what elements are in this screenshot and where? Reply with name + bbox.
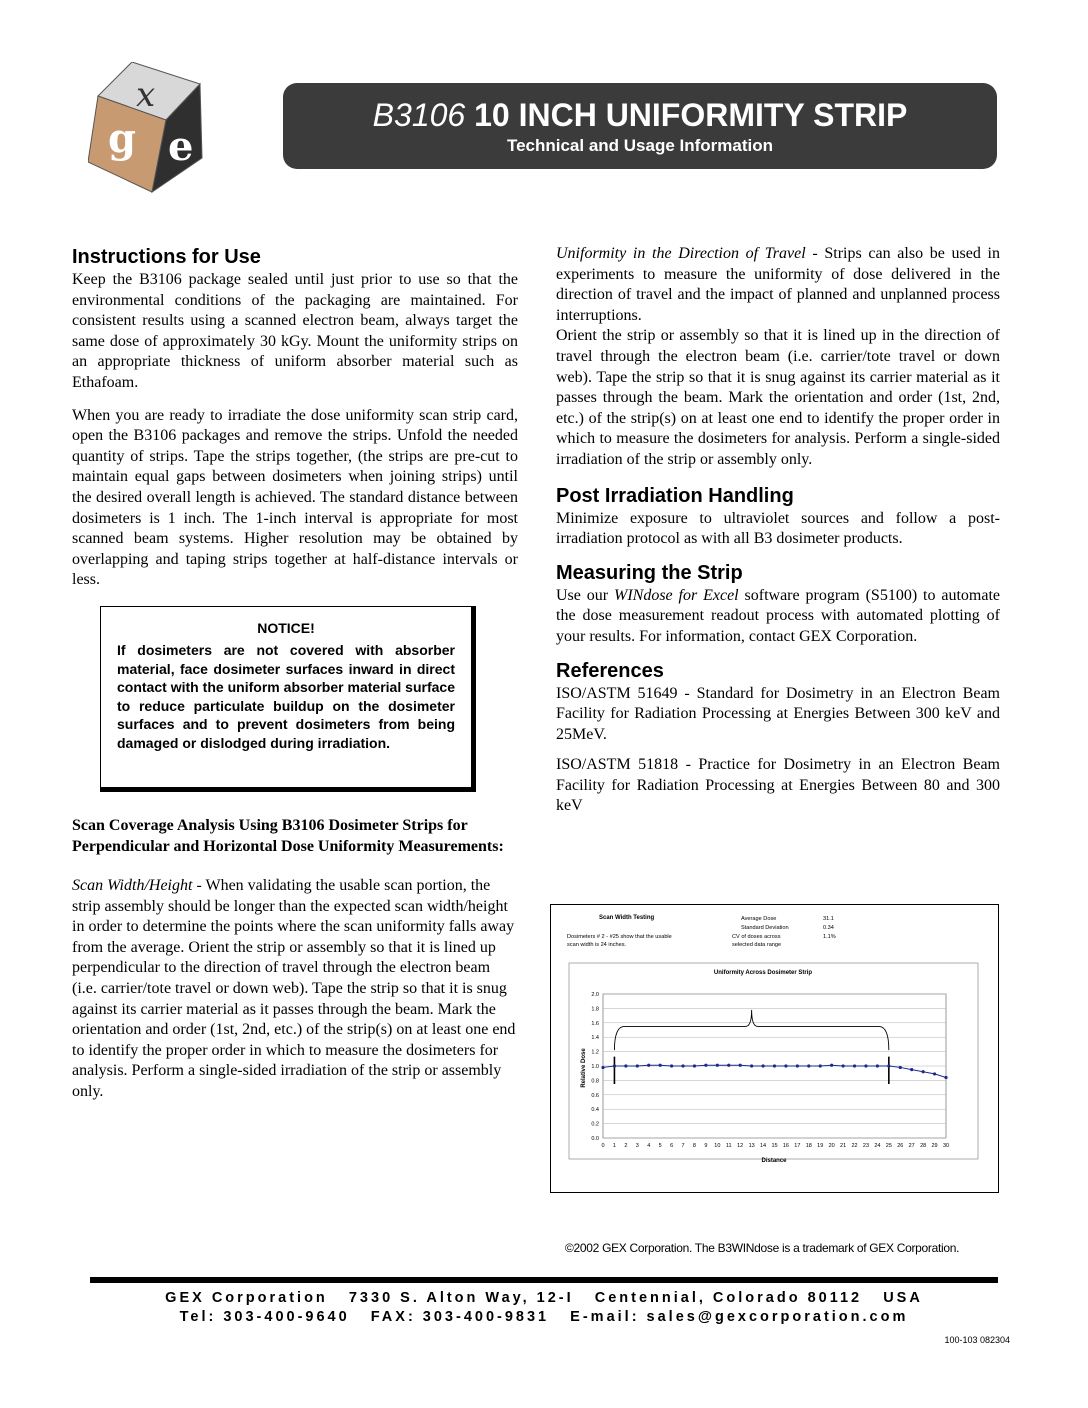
x-tick-label: 30 <box>942 1143 950 1149</box>
logo-letter-g: g <box>108 115 136 162</box>
model-number: B3106 <box>372 97 466 133</box>
x-tick-label: 13 <box>748 1143 755 1149</box>
footer-contact: Tel: 303-400-9640 FAX: 303-400-9831 E-mail: sales@gexcorporation.com <box>179 1309 909 1325</box>
notice-box <box>100 606 476 792</box>
document-number: 100-103 082304 <box>944 1335 1010 1345</box>
x-tick-label: 3 <box>635 1143 639 1149</box>
y-tick-label: 0.0 <box>591 1136 599 1142</box>
y-tick-label: 0.2 <box>591 1121 599 1128</box>
y-tick-label: 1.6 <box>591 1020 599 1027</box>
windose-product: WINdose for Excel <box>614 586 739 604</box>
footer-rule <box>90 1277 998 1283</box>
chart-note-line-2: scan width is 24 inches. <box>567 942 627 948</box>
page-subtitle: Technical and Usage Information <box>506 136 774 155</box>
y-tick-label: 1.4 <box>591 1035 599 1042</box>
x-tick-label: 18 <box>805 1143 812 1149</box>
x-tick-label: 4 <box>647 1143 651 1149</box>
x-tick-label: 1 <box>612 1143 616 1149</box>
references-heading: References <box>556 659 664 682</box>
data-point <box>636 1064 639 1067</box>
y-tick-label: 1.2 <box>591 1049 599 1056</box>
x-tick-label: 15 <box>771 1143 778 1149</box>
stat-label-stddev: Standard Deviation <box>741 925 789 931</box>
scan-width-paragraph <box>72 876 518 1103</box>
data-point <box>910 1068 913 1071</box>
stat-label-range: selected data range <box>732 942 782 948</box>
data-point <box>681 1064 684 1067</box>
post-irradiation-heading: Post Irradiation Handling <box>556 484 794 507</box>
instructions-heading: Instructions for Use <box>72 246 261 268</box>
left-column <box>72 244 518 591</box>
gex-logo <box>88 62 208 194</box>
measuring-text <box>556 586 1000 648</box>
y-tick-label: 1.0 <box>591 1064 599 1070</box>
x-tick-label: 21 <box>840 1143 847 1149</box>
measuring-heading: Measuring the Strip <box>556 561 743 584</box>
instructions-paragraph-1: Keep the B3106 package sealed until just prior to use so that the environmental conditions of the packaging are maintained. For consistent results using a scanned electron beam, always target the same dose of approximately 30 kGy. Mount the uniformity strips on an appropriate thickness of uniform absorber material such as Ethafoam. <box>72 271 518 391</box>
data-point <box>887 1064 890 1067</box>
x-tick-label: 2 <box>624 1143 628 1149</box>
x-tick-label: 12 <box>737 1143 744 1149</box>
header-banner <box>283 83 997 169</box>
data-point <box>876 1064 879 1067</box>
x-tick-label: 17 <box>794 1143 801 1149</box>
data-point <box>842 1064 845 1067</box>
chart-xlabel: Distance <box>761 1158 787 1164</box>
x-tick-label: 25 <box>885 1143 892 1149</box>
data-point <box>864 1064 867 1067</box>
chart-panel-title: Scan Width Testing <box>599 915 655 921</box>
reference-1: ISO/ASTM 51649 - Standard for Dosimetry in an Electron Beam Facility for Radiation Processing at Energies Between 300 keV and 25MeV. <box>556 684 1000 743</box>
data-point <box>601 1066 604 1069</box>
stat-value-average: 31.1 <box>823 916 834 922</box>
data-point <box>613 1064 616 1067</box>
stat-label-average: Average Dose <box>741 916 777 922</box>
x-tick-label: 6 <box>670 1143 674 1149</box>
x-tick-label: 26 <box>897 1143 904 1149</box>
data-point <box>922 1070 925 1073</box>
x-tick-label: 19 <box>817 1143 824 1149</box>
data-point <box>693 1064 696 1067</box>
x-tick-label: 29 <box>931 1143 938 1149</box>
x-tick-label: 10 <box>714 1143 721 1149</box>
chart-title: Uniformity Across Dosimeter Strip <box>713 970 813 976</box>
x-tick-label: 9 <box>704 1143 708 1149</box>
x-tick-label: 20 <box>828 1143 835 1149</box>
data-point <box>727 1064 730 1067</box>
scan-coverage-heading: Scan Coverage Analysis Using B3106 Dosimeter Strips for Perpendicular and Horizontal Dose Uniformity Measurements: <box>72 817 504 855</box>
scan-width-lead: Scan Width/Height <box>72 877 193 894</box>
plot-layer <box>591 992 949 1149</box>
chart-ylabel: Relative Dose <box>581 1048 587 1088</box>
data-point <box>670 1064 673 1067</box>
y-tick-label: 2.0 <box>591 992 599 998</box>
x-tick-label: 5 <box>658 1143 662 1149</box>
y-tick-label: 0.4 <box>591 1107 599 1114</box>
data-point <box>716 1064 719 1067</box>
data-point <box>647 1064 650 1067</box>
travel-text: - Strips can also be used in experiments to measure the uniformity of dose delivered in the direction of travel and the impact of planned and unplanned process interruptions. <box>556 245 1000 324</box>
x-tick-label: 28 <box>920 1143 927 1149</box>
logo-letter-e: e <box>168 123 194 170</box>
notice-text: If dosimeters are not covered with absorber material, face dosimeter surfaces inward in direct contact with the uniform absorber material surface to reduce particulate buildup on the dosimeter surfaces and to prevent dosimeters from being damaged or dislodged during irradiation. <box>117 642 455 751</box>
logo-letter-x: x <box>136 75 156 115</box>
x-tick-label: 14 <box>760 1143 767 1149</box>
footer-address: GEX Corporation 7330 S. Alton Way, 12-I Centennial, Colorado 80112 USA <box>165 1290 923 1306</box>
data-point <box>944 1076 947 1079</box>
data-point <box>899 1066 902 1069</box>
y-tick-label: 0.8 <box>591 1078 599 1085</box>
data-point <box>739 1064 742 1067</box>
notice-title: NOTICE! <box>257 620 315 636</box>
chart-note-line-1: Dosimeters # 2 - #25 show that the usable <box>567 934 672 940</box>
x-tick-label: 0 <box>601 1143 605 1149</box>
data-point <box>784 1064 787 1067</box>
copyright-notice: ©2002 GEX Corporation. The B3WINdose is a trademark of GEX Corporation. <box>565 1241 960 1255</box>
data-point <box>761 1064 764 1067</box>
scan-width-text: - When validating the usable scan portion, the strip assembly should be longer than the expected scan width/height in order to determine the points where the scan uniformity falls away from the average. Orient the strip or assembly so that it is lined up perpendicular to the direction of travel through the electron beam (i.e. carrier/tote travel or down web). Tape the strip so that it is snug against its carrier material as it passes through the beam. Mark the orientation and order (1st, 2nd, etc.) of the strip(s) on at least one end to identify the proper order in which to measure the dosimeters for analysis. Perform a single-sided irradiation of the strip or assembly only. <box>72 877 516 1100</box>
x-tick-label: 7 <box>681 1143 685 1149</box>
x-tick-label: 24 <box>874 1143 881 1149</box>
y-tick-label: 1.8 <box>591 1006 599 1013</box>
title-text: 10 INCH UNIFORMITY STRIP <box>465 97 908 133</box>
x-tick-label: 27 <box>908 1143 915 1149</box>
data-point <box>819 1064 822 1067</box>
stat-label-cv: CV of doses across <box>732 934 781 940</box>
post-irradiation-text: Minimize exposure to ultraviolet sources and follow a post-irradiation protocol as with all B3 dosimeter products. <box>556 509 1000 548</box>
y-tick-label: 0.6 <box>591 1092 599 1099</box>
data-point <box>796 1064 799 1067</box>
reference-2: ISO/ASTM 51818 - Practice for Dosimetry in an Electron Beam Facility for Radiation Processing at Energies Between 80 and 300 keV <box>556 756 1000 815</box>
travel-paragraph-2: Orient the strip or assembly so that it is lined up in the direction of travel through the electron beam (i.e. carrier/tote travel or down web). Tape the strip so that it is snug against its carrier material as it passes through the beam. Mark the orientation and order (1st, 2nd, etc.) of the strip(s) on at least one end to identify the proper order in which to measure the dosimeters for analysis. Perform a single-sided irradiation of the strip or assembly only. <box>556 327 1000 468</box>
measuring-post: software program (S5100) to automate the dose measurement readout process with automated plotting of your results. For information, contact GEX Corporation. <box>556 586 1001 645</box>
stat-value-stddev: 0.34 <box>823 925 834 931</box>
right-column <box>556 244 1000 817</box>
x-tick-label: 11 <box>725 1143 732 1149</box>
data-point <box>659 1064 662 1067</box>
data-point <box>853 1064 856 1067</box>
data-point <box>624 1064 627 1067</box>
data-point <box>830 1064 833 1067</box>
x-tick-label: 22 <box>851 1143 858 1149</box>
uniformity-chart <box>550 904 999 1193</box>
data-point <box>750 1064 753 1067</box>
travel-lead: Uniformity in the Direction of Travel <box>556 245 806 262</box>
page-title <box>283 95 997 135</box>
data-point <box>704 1064 707 1067</box>
measuring-pre: Use our <box>556 586 614 604</box>
travel-paragraph-1 <box>556 244 1000 326</box>
stat-value-cv: 1.1% <box>823 934 836 940</box>
x-tick-label: 8 <box>692 1143 696 1149</box>
instructions-paragraph-2: When you are ready to irradiate the dose uniformity scan strip card, open the B3106 packages and remove the strips. Unfold the needed quantity of strips. Tape the strips together, (the strips are pre-cut to maintain equal gaps between dosimeters when joining strips) until the desired overall length is achieved. The standard distance between dosimeters is 1 inch. The 1-inch interval is appropriate for most scanned beam systems. Higher resolution may be obtained by overlapping and taping strips together at half-distance intervals or less. <box>72 406 518 589</box>
data-point <box>933 1072 936 1075</box>
data-point <box>773 1064 776 1067</box>
data-point <box>807 1064 810 1067</box>
x-tick-label: 16 <box>782 1143 789 1149</box>
x-tick-label: 23 <box>862 1143 870 1149</box>
